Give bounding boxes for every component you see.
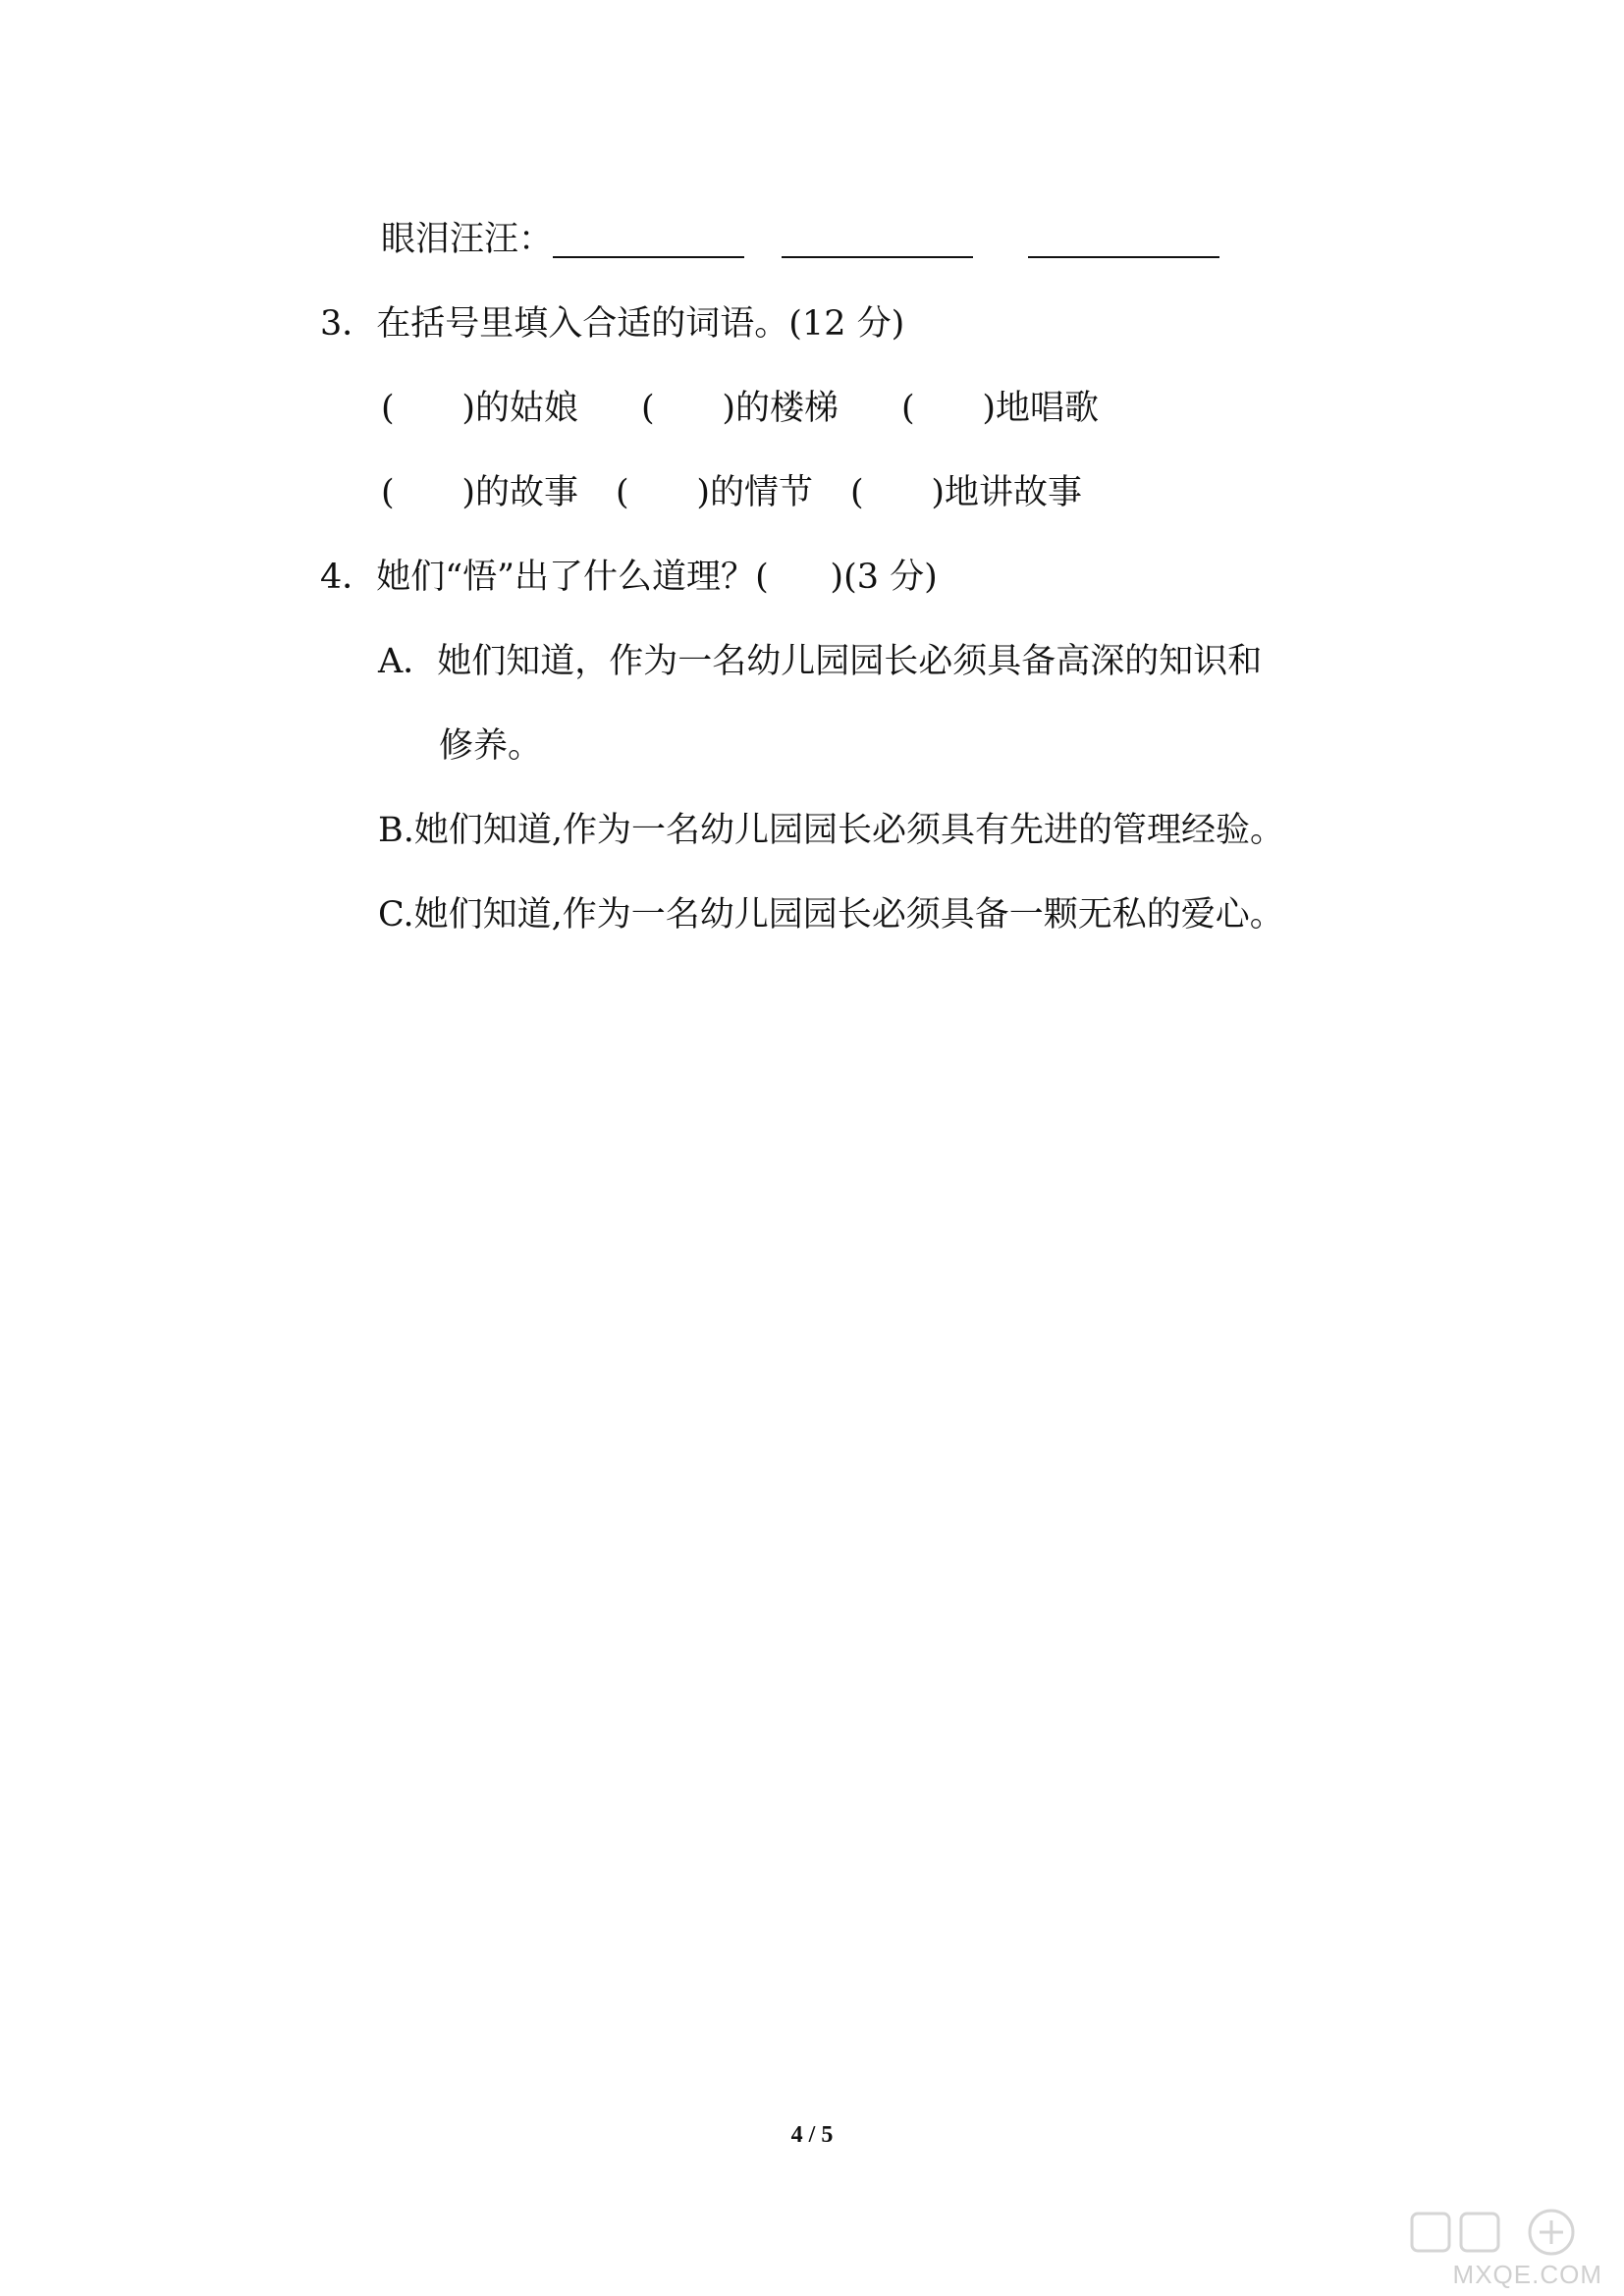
fill-suffix: 地讲故事 bbox=[945, 473, 1083, 512]
fill-slot-6[interactable]: ( ) bbox=[850, 473, 946, 512]
option-b-text: B.她们知道,作为一名幼儿园园长必须具有先进的管理经验。 bbox=[378, 811, 1284, 850]
answer-blank-1[interactable] bbox=[553, 219, 744, 258]
option-b[interactable] bbox=[378, 803, 1284, 858]
fill-suffix: 的情节 bbox=[710, 473, 814, 512]
fill-slot-4[interactable]: ( ) bbox=[381, 473, 475, 512]
question-3-title bbox=[320, 296, 904, 351]
fill-suffix: 的姑娘 bbox=[475, 389, 579, 428]
answer-slot-q4[interactable]: ( ) bbox=[755, 558, 844, 597]
fill-row-1 bbox=[381, 381, 1099, 436]
question-3-text: 3．在括号里填入合适的词语。(12 分) bbox=[320, 304, 905, 344]
option-a-text-continued: 修养。 bbox=[439, 726, 543, 766]
synonym-label: 眼泪汪汪： bbox=[381, 220, 554, 259]
fill-suffix: 的楼梯 bbox=[735, 389, 839, 428]
option-c-text: C.她们知道,作为一名幼儿园园长必须具备一颗无私的爱心。 bbox=[378, 895, 1284, 934]
option-a[interactable] bbox=[378, 634, 1262, 689]
option-a-continued bbox=[439, 719, 542, 774]
question-4-score: (3 分) bbox=[843, 558, 938, 597]
fill-row-2 bbox=[381, 465, 1082, 520]
question-4-title bbox=[320, 550, 938, 605]
synonym-line bbox=[381, 212, 1219, 267]
answer-blank-3[interactable] bbox=[1028, 219, 1219, 258]
watermark-logo bbox=[1406, 2206, 1602, 2290]
watermark-icon bbox=[1406, 2206, 1602, 2265]
fill-slot-2[interactable]: ( ) bbox=[641, 389, 736, 428]
fill-slot-1[interactable]: ( ) bbox=[381, 389, 475, 428]
page-number: 4 / 5 bbox=[790, 2122, 834, 2148]
fill-suffix: 地唱歌 bbox=[996, 389, 1100, 428]
answer-blank-2[interactable] bbox=[782, 219, 973, 258]
fill-suffix: 的故事 bbox=[475, 473, 579, 512]
option-a-text: A．她们知道，作为一名幼儿园园长必须具备高深的知识和 bbox=[378, 642, 1263, 681]
fill-slot-5[interactable]: ( ) bbox=[616, 473, 711, 512]
fill-slot-3[interactable]: ( ) bbox=[901, 389, 997, 428]
question-4-text: 4．她们“悟”出了什么道理？ bbox=[320, 558, 756, 597]
option-c[interactable] bbox=[378, 887, 1284, 942]
watermark-text: MXQE.COM bbox=[1452, 2260, 1602, 2289]
